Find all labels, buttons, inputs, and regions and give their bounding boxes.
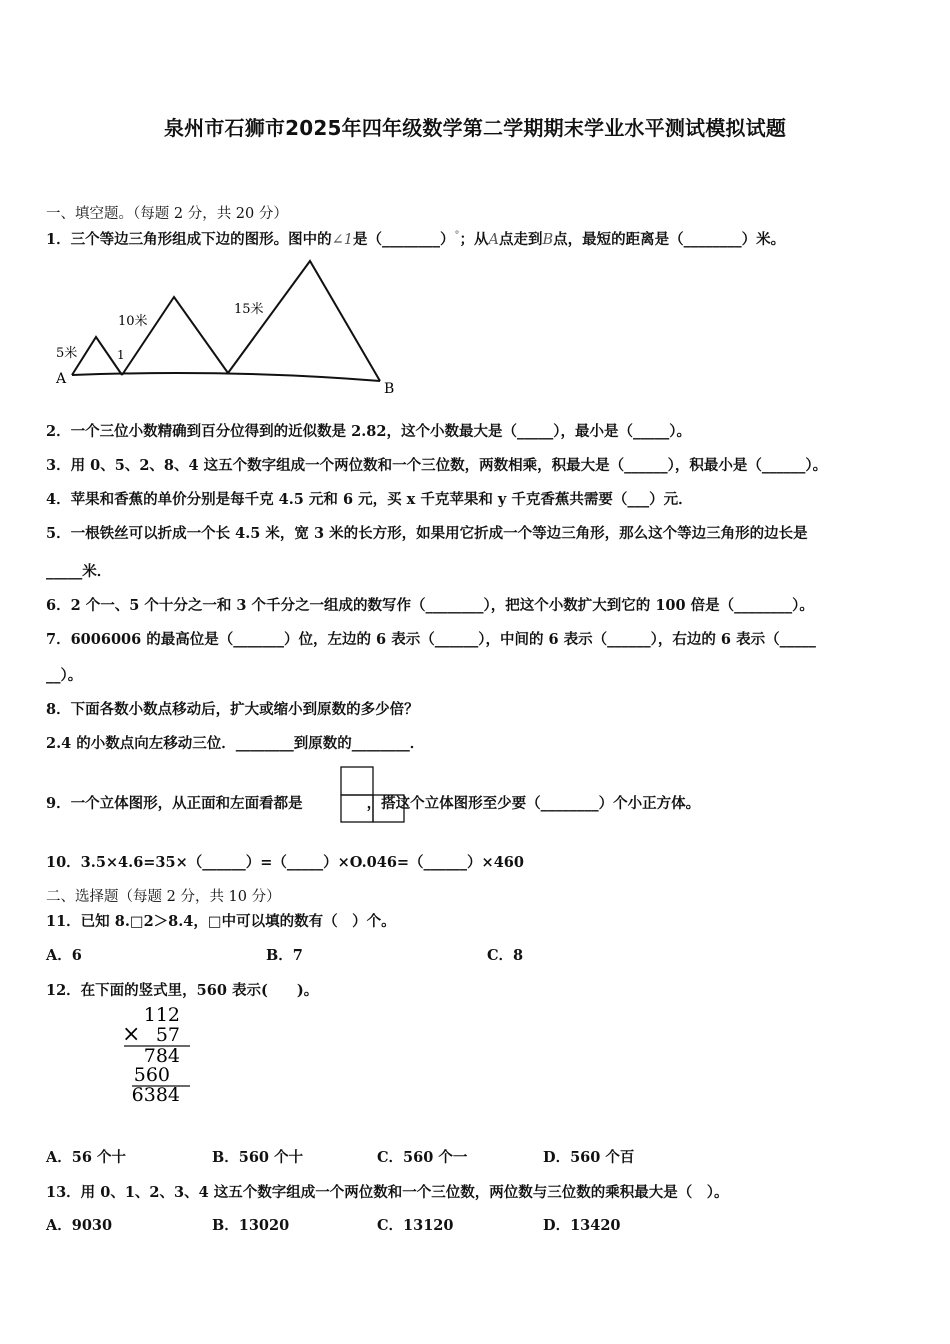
q12-option-b[interactable]: B．560 个十: [212, 1149, 304, 1166]
section-fill-in-heading: 一、填空题。（每题 2 分，共 20 分）: [46, 206, 288, 222]
question-11: 11．已知 8.□2＞8.4，□中可以填的数有（ ）个。: [46, 913, 396, 930]
question-4: 4．苹果和香蕉的单价分别是每千克 4.5 元和 6 元，买 x 千克苹果和 y 千克香蕉共需要（___）元．: [46, 491, 693, 508]
q1-text-5: 点，最短的距离是（________）米。: [553, 231, 786, 248]
q1-point-b: B: [542, 232, 554, 248]
q11-option-a[interactable]: A．6: [46, 947, 82, 964]
page-title: 泉州市石狮市2025年四年级数学第二学期期末学业水平测试模拟试题: [163, 116, 787, 140]
view-bottom-right-square: [373, 795, 404, 822]
label-5m: 5米: [56, 346, 78, 361]
q1-text-3: ；从: [459, 231, 489, 248]
view-bottom-left-square: [341, 795, 373, 822]
triangles-figure: [50, 255, 410, 400]
question-7: 7．6006006 的最高位是（_______）位，左边的 6 表示（______），中间的 6 表示（______），右边的 6 表示（_____: [46, 631, 816, 648]
question-5-continued: _____米．: [46, 563, 112, 580]
q12-option-c[interactable]: C．560 个一: [377, 1149, 468, 1166]
question-10: 10．3.5×4.6=35×（______）=（_____）×O.046=（______）×460: [46, 854, 524, 871]
label-a: A: [56, 371, 67, 387]
q11-option-b[interactable]: B．7: [266, 947, 303, 964]
question-8-sub: 2.4 的小数点向左移动三位．________到原数的________．: [46, 735, 425, 752]
view-shape-figure: [340, 766, 406, 824]
q13-option-b[interactable]: B．13020: [212, 1217, 290, 1234]
question-12: 12．在下面的竖式里，560 表示( )。: [46, 982, 319, 999]
q13-option-d[interactable]: D．13420: [543, 1217, 621, 1234]
question-5: 5．一根铁丝可以折成一个长 4.5 米，宽 3 米的长方形，如果用它折成一个等边三角形，那么这个等边三角形的边长是: [46, 525, 808, 542]
question-3: 3．用 0、5、2、8、4 这五个数字组成一个两位数和一个三位数，两数相乘，积最大是（______），积最小是（______）。: [46, 457, 828, 474]
q12-option-a[interactable]: A．56 个十: [46, 1149, 126, 1166]
q9-text-1: 9．一个立体图形，从正面和左面看都是: [46, 795, 303, 812]
label-angle-1: 1: [117, 348, 125, 362]
q1-point-a: A: [488, 232, 499, 248]
calc-partial-1: 784: [143, 1045, 180, 1067]
label-10m: 10米: [118, 314, 148, 329]
q1-text-1: 1．三个等边三角形组成下边的图形。图中的: [46, 231, 332, 248]
q13-option-a[interactable]: A．9030: [46, 1217, 113, 1234]
ground-line: [72, 373, 380, 381]
q11-option-c[interactable]: C．8: [487, 947, 524, 964]
q1-degree: °: [454, 230, 460, 242]
label-15m: 15米: [234, 302, 264, 317]
question-8: 8．下面各数小数点移动后，扩大或缩小到原数的多少倍？: [46, 701, 419, 718]
calc-times-sign: ×: [122, 1022, 141, 1047]
calc-result: 6384: [131, 1084, 180, 1106]
view-top-square: [341, 767, 373, 795]
question-2: 2．一个三位小数精确到百分位得到的近似数是 2.82，这个小数最大是（_____），最小是（_____）。: [46, 423, 691, 440]
section-choice-heading: 二、选择题（每题 2 分，共 10 分）: [46, 889, 281, 905]
question-7-continued: __）。: [46, 667, 83, 684]
q1-text-2: 是（________）: [352, 231, 455, 248]
medium-triangle: [122, 297, 228, 375]
vertical-multiplication: [110, 1004, 210, 1108]
q1-text-4: 点走到: [498, 231, 543, 248]
large-triangle: [228, 261, 380, 381]
q12-option-d[interactable]: D．560 个百: [543, 1149, 635, 1166]
label-b: B: [384, 381, 395, 397]
small-triangle: [72, 337, 122, 375]
calc-partial-2: 560: [133, 1064, 170, 1086]
q13-option-c[interactable]: C．13120: [377, 1217, 454, 1234]
question-13: 13．用 0、1、2、3、4 这五个数字组成一个两位数和一个三位数，两位数与三位数的乘积最大是（ ）。: [46, 1184, 729, 1201]
question-6: 6．2 个一、5 个十分之一和 3 个千分之一组成的数写作（________），把这个小数扩大到它的 100 倍是（________）。: [46, 597, 814, 614]
calc-multiplicand: 112: [143, 1004, 180, 1026]
q9-text-2: ，搭这个立体图形至少要（________）个小正方体。: [366, 795, 701, 812]
calc-multiplier: 57: [155, 1024, 180, 1046]
q1-angle: ∠1: [331, 232, 353, 248]
question-1: [46, 228, 785, 249]
